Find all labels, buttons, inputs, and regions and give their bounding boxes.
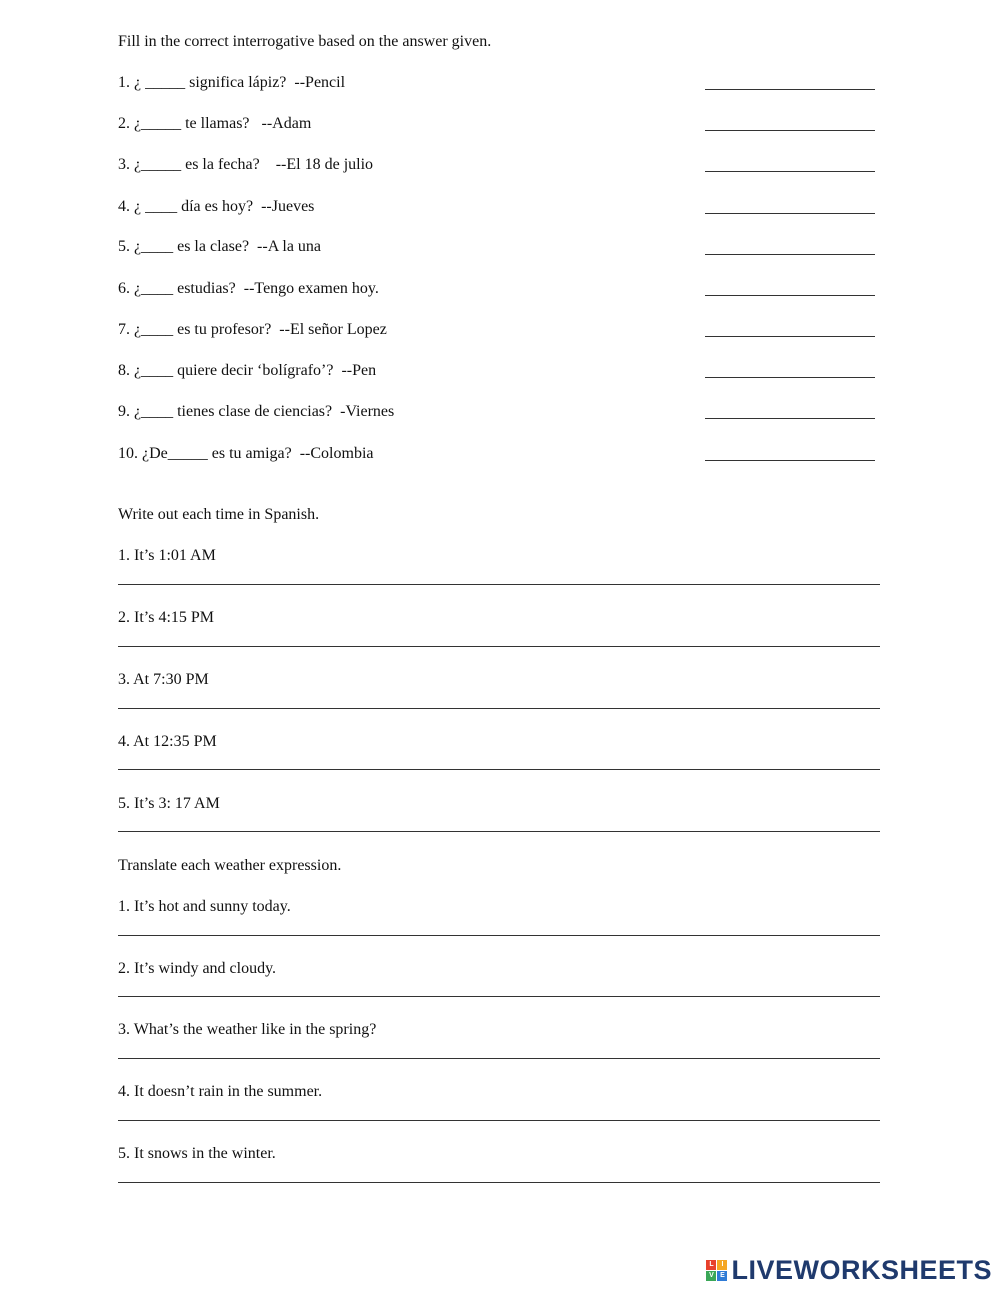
answer-blank-4[interactable] bbox=[705, 213, 875, 214]
logo-tile-v: V bbox=[706, 1271, 716, 1281]
liveworksheets-brand bbox=[706, 1255, 992, 1285]
weather-item-5: 5. It snows in the winter. bbox=[118, 1145, 276, 1162]
answer-blank-10[interactable] bbox=[705, 460, 875, 461]
time-item-3: 3. At 7:30 PM bbox=[118, 671, 209, 688]
time-item-2: 2. It’s 4:15 PM bbox=[118, 609, 215, 626]
question-8: 8. ¿____ quiere decir ‘bolígrafo’? --Pen bbox=[118, 362, 377, 379]
answer-blank-2[interactable] bbox=[705, 130, 875, 131]
brand-name: LIVEWORKSHEETS bbox=[731, 1254, 992, 1285]
logo-tile-l: L bbox=[706, 1260, 716, 1270]
question-7: 7. ¿____ es tu profesor? --El señor Lopez bbox=[118, 321, 387, 338]
weather-answer-line-4[interactable] bbox=[118, 1120, 880, 1121]
time-answer-line-3[interactable] bbox=[118, 708, 880, 709]
question-10: 10. ¿De_____ es tu amiga? --Colombia bbox=[118, 445, 374, 462]
section1-instruction: Fill in the correct interrogative based on the answer given. bbox=[118, 33, 492, 50]
weather-answer-line-5[interactable] bbox=[118, 1182, 880, 1183]
question-5: 5. ¿____ es la clase? --A la una bbox=[118, 238, 322, 255]
weather-item-3: 3. What’s the weather like in the spring? bbox=[118, 1021, 377, 1038]
answer-blank-6[interactable] bbox=[705, 295, 875, 296]
section3-instruction: Translate each weather expression. bbox=[118, 857, 342, 874]
time-answer-line-4[interactable] bbox=[118, 769, 880, 770]
time-item-4: 4. At 12:35 PM bbox=[118, 733, 217, 750]
answer-blank-3[interactable] bbox=[705, 171, 875, 172]
weather-item-1: 1. It’s hot and sunny today. bbox=[118, 898, 291, 915]
liveworksheets-logo-icon bbox=[706, 1260, 727, 1281]
time-answer-line-5[interactable] bbox=[118, 831, 880, 832]
question-4: 4. ¿ ____ día es hoy? --Jueves bbox=[118, 198, 315, 215]
question-1: 1. ¿ _____ significa lápiz? --Pencil bbox=[118, 74, 346, 91]
weather-answer-line-1[interactable] bbox=[118, 935, 880, 936]
weather-item-2: 2. It’s windy and cloudy. bbox=[118, 960, 277, 977]
time-answer-line-2[interactable] bbox=[118, 646, 880, 647]
question-2: 2. ¿_____ te llamas? --Adam bbox=[118, 115, 312, 132]
weather-answer-line-3[interactable] bbox=[118, 1058, 880, 1059]
time-answer-line-1[interactable] bbox=[118, 584, 880, 585]
logo-tile-e: E bbox=[717, 1271, 727, 1281]
section2-instruction: Write out each time in Spanish. bbox=[118, 506, 320, 523]
time-item-1: 1. It’s 1:01 AM bbox=[118, 547, 216, 564]
time-item-5: 5. It’s 3: 17 AM bbox=[118, 795, 220, 812]
question-3: 3. ¿_____ es la fecha? --El 18 de julio bbox=[118, 156, 374, 173]
question-6: 6. ¿____ estudias? --Tengo examen hoy. bbox=[118, 280, 379, 297]
weather-item-4: 4. It doesn’t rain in the summer. bbox=[118, 1083, 323, 1100]
answer-blank-5[interactable] bbox=[705, 254, 875, 255]
answer-blank-7[interactable] bbox=[705, 336, 875, 337]
answer-blank-1[interactable] bbox=[705, 89, 875, 90]
answer-blank-9[interactable] bbox=[705, 418, 875, 419]
answer-blank-8[interactable] bbox=[705, 377, 875, 378]
question-9: 9. ¿____ tienes clase de ciencias? -Viernes bbox=[118, 403, 395, 420]
weather-answer-line-2[interactable] bbox=[118, 996, 880, 997]
logo-tile-i: I bbox=[717, 1260, 727, 1270]
